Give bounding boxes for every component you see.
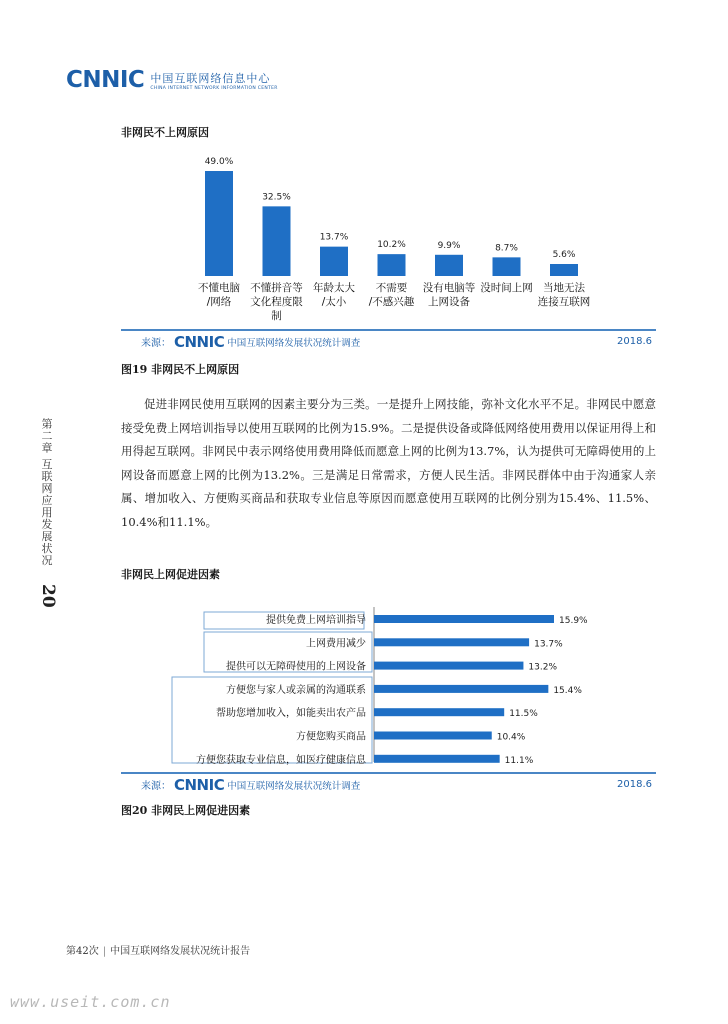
source-date: 2018.6 [617,336,652,347]
chart2-value-label: 15.9% [559,616,588,626]
chart2-bar [374,638,529,646]
chart2-value-label: 13.2% [528,662,558,673]
chart1-category-label: 不懂电脑 [198,282,240,294]
chart2-bar [374,615,554,623]
chart2-value-label: 13.7% [534,639,563,650]
chart1-category-label: /网络 [206,296,232,308]
chart1-value-label: 8.7% [495,243,518,254]
body-paragraph: 促进非网民使用互联网的因素主要分为三类。一是提升上网技能，弥补文化水平不足。非网民中愿意接受免费上网培训指导以使用互联网的比例为15.9%。二是提供设备或降低网络使用费用以保证用得上和用得起互联网。非网民中表示网络使用费用降低而愿意上网的比例为13.7%，认为提供可无障碍使用的上网设备而愿意上网的比例为13.2%。三是满足日常需求，方便人民生活。非网民群体中由于沟通家人亲属、增加收入、方便购买商品和获取专业信息等原因而愿意使用互联网的比例分别为15.4%、11.5%、10.4%和11.1%。 [121,397,656,529]
chart2-value-label: 11.5% [509,709,538,720]
footer-report: 中国互联网络发展状况统计报告 [110,946,251,957]
chart1-category-label: 没有电脑等 [422,282,476,294]
chart1-value-label: 32.5% [262,192,291,203]
chart2-bar [374,755,500,763]
chart1-value-label: 49.0% [204,157,234,167]
chart1-title: 非网民不上网原因 [121,126,209,139]
chart2-bar [374,708,504,716]
footer-issue: 第42次 [66,946,99,957]
chart2-category-label: 方便您购买商品 [296,731,366,743]
page-number: 20 [38,584,58,608]
chart2-bar [374,685,548,693]
footer: 第42次 | 中国互联网络发展状况统计报告 [66,946,251,957]
chart2-category-label: 帮助您增加收入，如能卖出农产品 [216,708,366,720]
cnnic-logo-word: CNNIC [66,67,145,93]
chart2-source-left [141,776,360,794]
chart2-value-label: 10.4% [496,732,526,743]
figure19-caption: 图19 非网民不上网原因 [121,363,240,376]
chart2-title: 非网民上网促进因素 [121,568,220,581]
chart2-bar [374,662,523,670]
chart1-category-label: 年龄太大 [313,282,355,294]
chart1-value-label: 9.9% [437,240,461,251]
chart2-category-label: 提供免费上网培训指导 [266,615,366,626]
chart1-category-label: /太小 [321,296,347,308]
cnnic-logo-cn: 中国互联网络信息中心 [150,71,271,85]
chart1-value-label: 13.7% [319,232,349,243]
source-logo: CNNIC [174,775,225,794]
chart2-category-label: 上网费用减少 [306,638,366,650]
chart1-category-label: 连接互联网 [537,296,591,308]
chart2-category-label: 方便您与家人或亲属的沟通联系 [226,684,366,696]
chart1-category-label: 文化程度限 [250,296,303,308]
chart1-value-label: 5.6% [552,250,576,260]
chart1-category-label: 不需要 [375,282,408,294]
figure20-caption: 图20 非网民上网促进因素 [121,804,251,817]
chart2-value-label: 15.4% [553,685,582,696]
source-logo: CNNIC [174,332,225,351]
chart2-category-label: 提供可以无障碍使用的上网设备 [226,661,366,673]
chart1-category-label: /不感兴趣 [368,296,415,308]
chart2-bar [374,732,492,740]
cnnic-logo-en: CHINA INTERNET NETWORK INFORMATION CENTER [150,85,278,91]
source-name: 中国互联网络发展状况统计调查 [227,337,361,349]
watermark-url: www.useit.com.cn [10,993,171,1011]
chart1-value-label: 10.2% [377,240,406,251]
chart1-category-label: 没时间上网 [480,282,533,294]
chart1-category-label: 制 [271,310,282,322]
chart2-value-label: 11.1% [504,755,534,766]
source-label: 来源： [141,338,171,349]
chapter-label: 第二章 互联网应用发展状况 [40,418,53,567]
chart1-category-label: 当地无法 [543,282,585,294]
chart2-source [121,772,656,792]
chart2-category-label: 方便您获取专业信息，如医疗健康信息 [196,754,366,766]
source-name: 中国互联网络发展状况统计调查 [227,780,361,792]
chart1-category-label: 不懂拼音等 [250,282,303,294]
chart1-category-label: 上网设备 [428,296,470,308]
source-date: 2018.6 [617,779,652,790]
source-label: 来源： [141,781,171,792]
